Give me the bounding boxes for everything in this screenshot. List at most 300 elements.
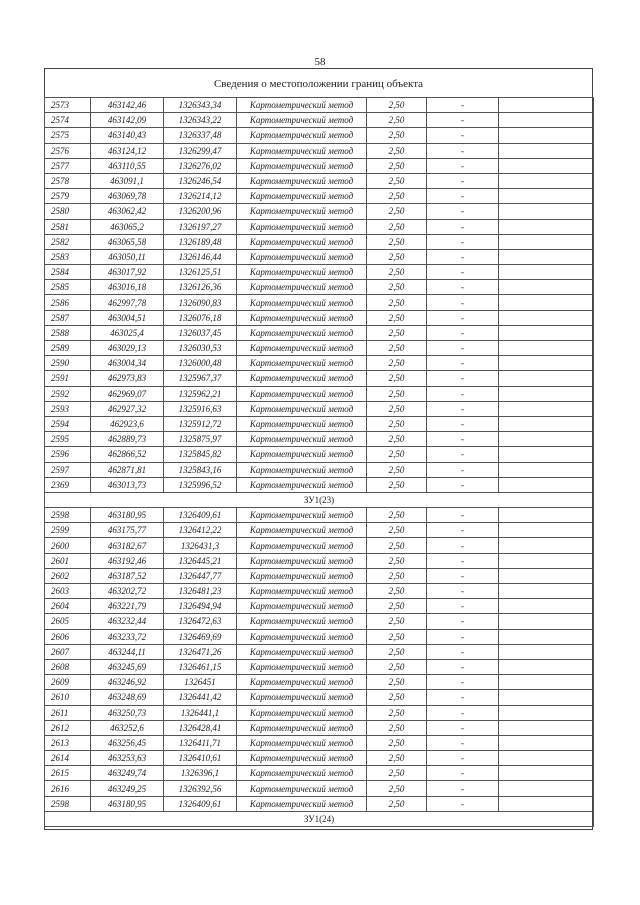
description-cell: -: [427, 462, 499, 477]
table-row: [45, 128, 594, 143]
empty-cell: [499, 189, 594, 204]
method-cell: Картометрический метод: [237, 477, 367, 492]
description-cell: -: [427, 143, 499, 158]
x-coordinate-cell: 462973,83: [91, 371, 164, 386]
x-coordinate-cell: 463140,43: [91, 128, 164, 143]
description-cell: -: [427, 447, 499, 462]
method-cell: Картометрический метод: [237, 675, 367, 690]
y-coordinate-cell: 1326471,26: [164, 644, 237, 659]
method-cell: Картометрический метод: [237, 735, 367, 750]
table-row: [45, 599, 594, 614]
method-cell: Картометрический метод: [237, 356, 367, 371]
empty-cell: [499, 644, 594, 659]
point-number-cell: 2574: [45, 113, 91, 128]
y-coordinate-cell: 1326472,63: [164, 614, 237, 629]
accuracy-cell: 2,50: [367, 735, 427, 750]
point-number-cell: 2585: [45, 280, 91, 295]
description-cell: -: [427, 538, 499, 553]
x-coordinate-cell: 463065,58: [91, 234, 164, 249]
method-cell: Картометрический метод: [237, 538, 367, 553]
point-number-cell: 2616: [45, 781, 91, 796]
table-row: [45, 173, 594, 188]
method-cell: Картометрический метод: [237, 614, 367, 629]
x-coordinate-cell: 463248,69: [91, 690, 164, 705]
y-coordinate-cell: 1326447,77: [164, 568, 237, 583]
section-label-row: [45, 492, 594, 507]
x-coordinate-cell: 463029,13: [91, 341, 164, 356]
method-cell: Картометрический метод: [237, 113, 367, 128]
table-row: [45, 690, 594, 705]
x-coordinate-cell: 463202,72: [91, 584, 164, 599]
point-number-cell: 2575: [45, 128, 91, 143]
x-coordinate-cell: 462866,52: [91, 447, 164, 462]
x-coordinate-cell: 463245,69: [91, 659, 164, 674]
accuracy-cell: 2,50: [367, 265, 427, 280]
x-coordinate-cell: 463246,92: [91, 675, 164, 690]
accuracy-cell: 2,50: [367, 675, 427, 690]
table-row: [45, 766, 594, 781]
description-cell: -: [427, 477, 499, 492]
method-cell: Картометрический метод: [237, 751, 367, 766]
description-cell: -: [427, 386, 499, 401]
point-number-cell: 2589: [45, 341, 91, 356]
point-number-cell: 2584: [45, 265, 91, 280]
method-cell: Картометрический метод: [237, 796, 367, 811]
table-row: [45, 386, 594, 401]
point-number-cell: 2590: [45, 356, 91, 371]
method-cell: Картометрический метод: [237, 416, 367, 431]
method-cell: Картометрический метод: [237, 766, 367, 781]
description-cell: -: [427, 265, 499, 280]
empty-cell: [499, 371, 594, 386]
empty-cell: [499, 128, 594, 143]
point-number-cell: 2609: [45, 675, 91, 690]
empty-cell: [499, 629, 594, 644]
empty-cell: [499, 599, 594, 614]
description-cell: -: [427, 204, 499, 219]
empty-cell: [499, 781, 594, 796]
table-row: [45, 325, 594, 340]
point-number-cell: 2599: [45, 523, 91, 538]
point-number-cell: 2598: [45, 508, 91, 523]
description-cell: -: [427, 158, 499, 173]
table-row: [45, 553, 594, 568]
description-cell: -: [427, 659, 499, 674]
x-coordinate-cell: 463187,52: [91, 568, 164, 583]
section-label: ЗУ1(24): [45, 811, 594, 826]
method-cell: Картометрический метод: [237, 690, 367, 705]
y-coordinate-cell: 1326299,47: [164, 143, 237, 158]
point-number-cell: 2608: [45, 659, 91, 674]
y-coordinate-cell: 1325845,82: [164, 447, 237, 462]
empty-cell: [499, 173, 594, 188]
y-coordinate-cell: 1325912,72: [164, 416, 237, 431]
table-row: [45, 462, 594, 477]
method-cell: Картометрический метод: [237, 781, 367, 796]
x-coordinate-cell: 463025,4: [91, 325, 164, 340]
method-cell: Картометрический метод: [237, 341, 367, 356]
empty-cell: [499, 766, 594, 781]
x-coordinate-cell: 462871,81: [91, 462, 164, 477]
accuracy-cell: 2,50: [367, 781, 427, 796]
y-coordinate-cell: 1326037,45: [164, 325, 237, 340]
table-row: [45, 751, 594, 766]
table-row: [45, 477, 594, 492]
method-cell: Картометрический метод: [237, 553, 367, 568]
table-row: [45, 143, 594, 158]
page-number: 58: [314, 56, 326, 68]
accuracy-cell: 2,50: [367, 249, 427, 264]
method-cell: Картометрический метод: [237, 599, 367, 614]
method-cell: Картометрический метод: [237, 644, 367, 659]
method-cell: Картометрический метод: [237, 629, 367, 644]
x-coordinate-cell: 463124,12: [91, 143, 164, 158]
table-row: [45, 644, 594, 659]
table-row: [45, 219, 594, 234]
description-cell: -: [427, 690, 499, 705]
method-cell: Картометрический метод: [237, 234, 367, 249]
y-coordinate-cell: 1326481,23: [164, 584, 237, 599]
x-coordinate-cell: 463142,46: [91, 98, 164, 113]
empty-cell: [499, 477, 594, 492]
description-cell: -: [427, 416, 499, 431]
method-cell: Картометрический метод: [237, 584, 367, 599]
empty-cell: [499, 796, 594, 811]
accuracy-cell: 2,50: [367, 295, 427, 310]
accuracy-cell: 2,50: [367, 508, 427, 523]
description-cell: -: [427, 325, 499, 340]
point-number-cell: 2573: [45, 98, 91, 113]
point-number-cell: 2595: [45, 432, 91, 447]
method-cell: Картометрический метод: [237, 568, 367, 583]
accuracy-cell: 2,50: [367, 386, 427, 401]
accuracy-cell: 2,50: [367, 538, 427, 553]
x-coordinate-cell: 463017,92: [91, 265, 164, 280]
description-cell: -: [427, 98, 499, 113]
table-row: [45, 432, 594, 447]
accuracy-cell: 2,50: [367, 204, 427, 219]
description-cell: -: [427, 310, 499, 325]
x-coordinate-cell: 462997,78: [91, 295, 164, 310]
point-number-cell: 2592: [45, 386, 91, 401]
point-number-cell: 2577: [45, 158, 91, 173]
empty-cell: [499, 432, 594, 447]
y-coordinate-cell: 1326214,12: [164, 189, 237, 204]
accuracy-cell: 2,50: [367, 98, 427, 113]
table-row: [45, 265, 594, 280]
empty-cell: [499, 113, 594, 128]
description-cell: -: [427, 113, 499, 128]
y-coordinate-cell: 1326076,18: [164, 310, 237, 325]
empty-cell: [499, 735, 594, 750]
section-label-row: [45, 811, 594, 826]
empty-cell: [499, 462, 594, 477]
empty-cell: [499, 508, 594, 523]
y-coordinate-cell: 1326200,96: [164, 204, 237, 219]
table-row: [45, 280, 594, 295]
empty-cell: [499, 204, 594, 219]
accuracy-cell: 2,50: [367, 447, 427, 462]
accuracy-cell: 2,50: [367, 553, 427, 568]
point-number-cell: 2582: [45, 234, 91, 249]
accuracy-cell: 2,50: [367, 523, 427, 538]
x-coordinate-cell: 463004,34: [91, 356, 164, 371]
accuracy-cell: 2,50: [367, 432, 427, 447]
table-row: [45, 629, 594, 644]
y-coordinate-cell: 1326431,3: [164, 538, 237, 553]
method-cell: Картометрический метод: [237, 386, 367, 401]
y-coordinate-cell: 1326146,44: [164, 249, 237, 264]
method-cell: Картометрический метод: [237, 508, 367, 523]
point-number-cell: 2611: [45, 705, 91, 720]
method-cell: Картометрический метод: [237, 143, 367, 158]
x-coordinate-cell: 463253,63: [91, 751, 164, 766]
empty-cell: [499, 249, 594, 264]
accuracy-cell: 2,50: [367, 356, 427, 371]
table-row: [45, 538, 594, 553]
description-cell: -: [427, 234, 499, 249]
table-row: [45, 310, 594, 325]
empty-cell: [499, 523, 594, 538]
y-coordinate-cell: 1326396,1: [164, 766, 237, 781]
accuracy-cell: 2,50: [367, 189, 427, 204]
table-row: [45, 189, 594, 204]
method-cell: Картометрический метод: [237, 173, 367, 188]
point-number-cell: 2605: [45, 614, 91, 629]
description-cell: -: [427, 766, 499, 781]
y-coordinate-cell: 1325875,97: [164, 432, 237, 447]
method-cell: Картометрический метод: [237, 158, 367, 173]
table-row: [45, 796, 594, 811]
description-cell: -: [427, 128, 499, 143]
x-coordinate-cell: 462969,07: [91, 386, 164, 401]
description-cell: -: [427, 705, 499, 720]
table-row: [45, 401, 594, 416]
x-coordinate-cell: 463250,73: [91, 705, 164, 720]
y-coordinate-cell: 1326409,61: [164, 508, 237, 523]
method-cell: Картометрический метод: [237, 371, 367, 386]
table-row: [45, 113, 594, 128]
accuracy-cell: 2,50: [367, 584, 427, 599]
empty-cell: [499, 659, 594, 674]
x-coordinate-cell: 463013,73: [91, 477, 164, 492]
table-row: [45, 341, 594, 356]
x-coordinate-cell: 463069,78: [91, 189, 164, 204]
point-number-cell: 2593: [45, 401, 91, 416]
point-number-cell: 2613: [45, 735, 91, 750]
description-cell: -: [427, 189, 499, 204]
accuracy-cell: 2,50: [367, 143, 427, 158]
point-number-cell: 2602: [45, 568, 91, 583]
empty-cell: [499, 280, 594, 295]
description-cell: -: [427, 523, 499, 538]
y-coordinate-cell: 1326126,36: [164, 280, 237, 295]
y-coordinate-cell: 1326343,34: [164, 98, 237, 113]
x-coordinate-cell: 463249,25: [91, 781, 164, 796]
y-coordinate-cell: 1325916,63: [164, 401, 237, 416]
x-coordinate-cell: 462927,32: [91, 401, 164, 416]
y-coordinate-cell: 1326409,61: [164, 796, 237, 811]
method-cell: Картометрический метод: [237, 204, 367, 219]
description-cell: -: [427, 796, 499, 811]
y-coordinate-cell: 1325996,52: [164, 477, 237, 492]
method-cell: Картометрический метод: [237, 219, 367, 234]
empty-cell: [499, 553, 594, 568]
accuracy-cell: 2,50: [367, 280, 427, 295]
empty-cell: [499, 310, 594, 325]
point-number-cell: 2598: [45, 796, 91, 811]
method-cell: Картометрический метод: [237, 98, 367, 113]
accuracy-cell: 2,50: [367, 371, 427, 386]
accuracy-cell: 2,50: [367, 158, 427, 173]
table-row: [45, 158, 594, 173]
y-coordinate-cell: 1326411,71: [164, 735, 237, 750]
y-coordinate-cell: 1326000,48: [164, 356, 237, 371]
description-cell: -: [427, 614, 499, 629]
accuracy-cell: 2,50: [367, 705, 427, 720]
y-coordinate-cell: 1326189,48: [164, 234, 237, 249]
point-number-cell: 2594: [45, 416, 91, 431]
method-cell: Картометрический метод: [237, 401, 367, 416]
description-cell: -: [427, 432, 499, 447]
table-row: [45, 234, 594, 249]
y-coordinate-cell: 1326392,56: [164, 781, 237, 796]
y-coordinate-cell: 1326276,02: [164, 158, 237, 173]
x-coordinate-cell: 463180,95: [91, 508, 164, 523]
x-coordinate-cell: 463221,79: [91, 599, 164, 614]
table-row: [45, 720, 594, 735]
method-cell: Картометрический метод: [237, 310, 367, 325]
table-row: [45, 523, 594, 538]
method-cell: Картометрический метод: [237, 265, 367, 280]
empty-cell: [499, 675, 594, 690]
description-cell: -: [427, 173, 499, 188]
point-number-cell: 2369: [45, 477, 91, 492]
point-number-cell: 2580: [45, 204, 91, 219]
y-coordinate-cell: 1326451: [164, 675, 237, 690]
accuracy-cell: 2,50: [367, 128, 427, 143]
empty-cell: [499, 325, 594, 340]
method-cell: Картометрический метод: [237, 295, 367, 310]
table-row: [45, 675, 594, 690]
y-coordinate-cell: 1326246,54: [164, 173, 237, 188]
table-row: [45, 659, 594, 674]
description-cell: -: [427, 644, 499, 659]
y-coordinate-cell: 1326410,61: [164, 751, 237, 766]
y-coordinate-cell: 1325962,21: [164, 386, 237, 401]
accuracy-cell: 2,50: [367, 659, 427, 674]
accuracy-cell: 2,50: [367, 751, 427, 766]
method-cell: Картометрический метод: [237, 659, 367, 674]
y-coordinate-cell: 1326445,21: [164, 553, 237, 568]
description-cell: -: [427, 720, 499, 735]
accuracy-cell: 2,50: [367, 599, 427, 614]
coordinates-table: [44, 97, 594, 827]
method-cell: Картометрический метод: [237, 720, 367, 735]
table-row: [45, 295, 594, 310]
point-number-cell: 2601: [45, 553, 91, 568]
x-coordinate-cell: 463175,77: [91, 523, 164, 538]
empty-cell: [499, 158, 594, 173]
x-coordinate-cell: 463062,42: [91, 204, 164, 219]
table-row: [45, 249, 594, 264]
empty-cell: [499, 447, 594, 462]
y-coordinate-cell: 1326441,42: [164, 690, 237, 705]
point-number-cell: 2578: [45, 173, 91, 188]
description-cell: -: [427, 249, 499, 264]
y-coordinate-cell: 1326030,53: [164, 341, 237, 356]
x-coordinate-cell: 463252,6: [91, 720, 164, 735]
x-coordinate-cell: 463249,74: [91, 766, 164, 781]
description-cell: -: [427, 553, 499, 568]
y-coordinate-cell: 1326337,48: [164, 128, 237, 143]
point-number-cell: 2597: [45, 462, 91, 477]
accuracy-cell: 2,50: [367, 568, 427, 583]
description-cell: -: [427, 280, 499, 295]
table-row: [45, 371, 594, 386]
table-row: [45, 568, 594, 583]
y-coordinate-cell: 1325967,37: [164, 371, 237, 386]
point-number-cell: 2604: [45, 599, 91, 614]
accuracy-cell: 2,50: [367, 766, 427, 781]
point-number-cell: 2610: [45, 690, 91, 705]
description-cell: -: [427, 584, 499, 599]
table-row: [45, 416, 594, 431]
x-coordinate-cell: 463256,45: [91, 735, 164, 750]
accuracy-cell: 2,50: [367, 416, 427, 431]
x-coordinate-cell: 463192,46: [91, 553, 164, 568]
description-cell: -: [427, 568, 499, 583]
point-number-cell: 2587: [45, 310, 91, 325]
description-cell: -: [427, 356, 499, 371]
section-label: ЗУ1(23): [45, 492, 594, 507]
accuracy-cell: 2,50: [367, 219, 427, 234]
point-number-cell: 2596: [45, 447, 91, 462]
x-coordinate-cell: 463244,11: [91, 644, 164, 659]
description-cell: -: [427, 508, 499, 523]
description-cell: -: [427, 219, 499, 234]
empty-cell: [499, 401, 594, 416]
accuracy-cell: 2,50: [367, 325, 427, 340]
empty-cell: [499, 356, 594, 371]
table-row: [45, 356, 594, 371]
empty-cell: [499, 219, 594, 234]
y-coordinate-cell: 1325843,16: [164, 462, 237, 477]
x-coordinate-cell: 463050,11: [91, 249, 164, 264]
point-number-cell: 2612: [45, 720, 91, 735]
description-cell: -: [427, 675, 499, 690]
point-number-cell: 2614: [45, 751, 91, 766]
x-coordinate-cell: 463016,18: [91, 280, 164, 295]
description-cell: -: [427, 371, 499, 386]
accuracy-cell: 2,50: [367, 644, 427, 659]
accuracy-cell: 2,50: [367, 796, 427, 811]
empty-cell: [499, 538, 594, 553]
y-coordinate-cell: 1326090,83: [164, 295, 237, 310]
y-coordinate-cell: 1326469,69: [164, 629, 237, 644]
accuracy-cell: 2,50: [367, 720, 427, 735]
table-title: Сведения о местоположении границ объекта: [213, 78, 424, 90]
empty-cell: [499, 584, 594, 599]
empty-cell: [499, 705, 594, 720]
description-cell: -: [427, 401, 499, 416]
method-cell: Картометрический метод: [237, 523, 367, 538]
accuracy-cell: 2,50: [367, 690, 427, 705]
table-row: [45, 705, 594, 720]
x-coordinate-cell: 463180,95: [91, 796, 164, 811]
description-cell: -: [427, 295, 499, 310]
x-coordinate-cell: 462889,73: [91, 432, 164, 447]
